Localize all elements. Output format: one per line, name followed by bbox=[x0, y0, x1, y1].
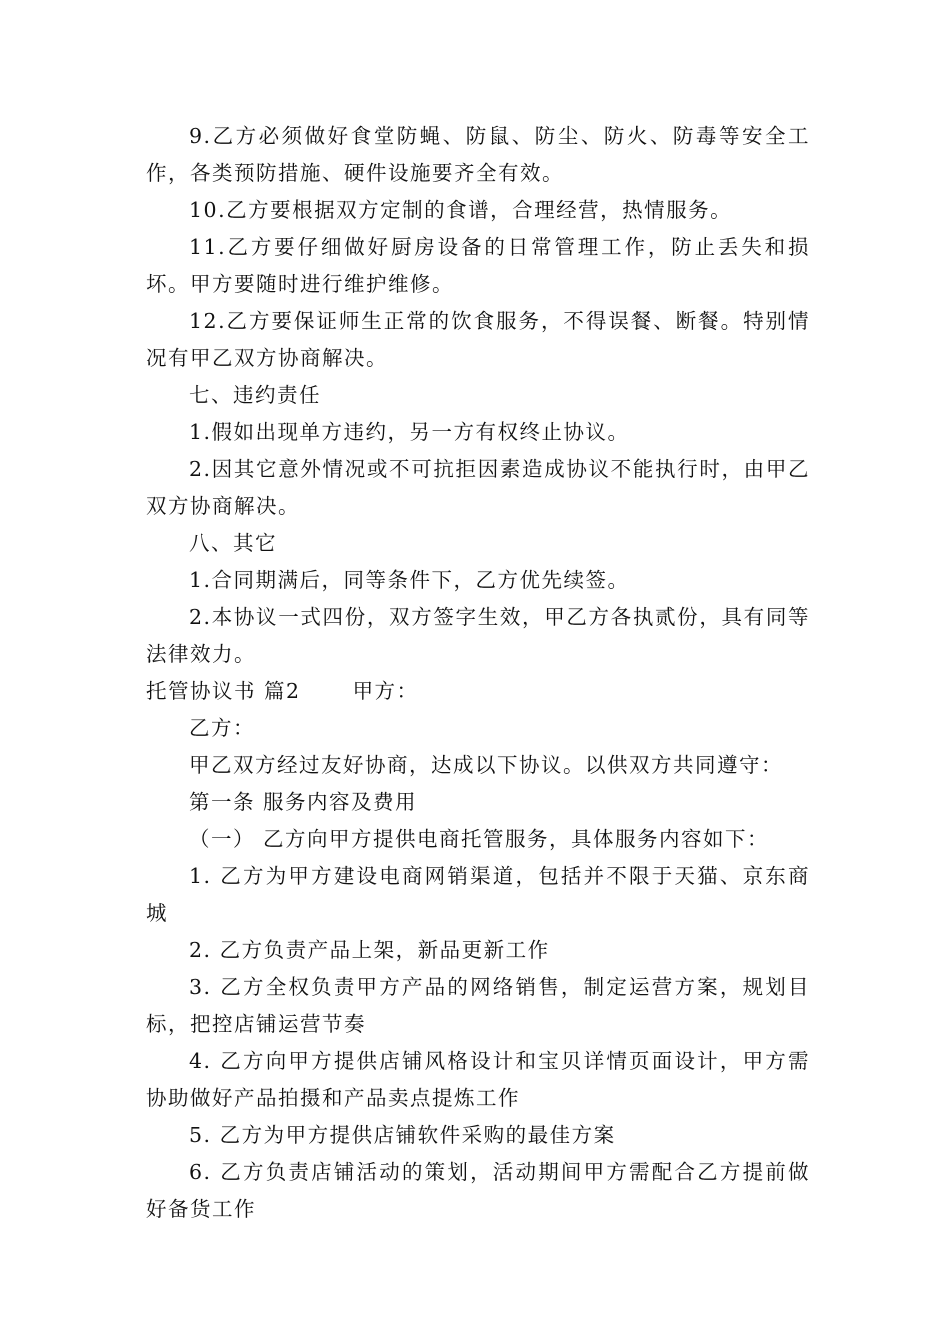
paragraph: 1. 乙方为甲方建设电商网销渠道，包括并不限于天猫、京东商城 bbox=[146, 864, 810, 925]
paragraph: 3. 乙方全权负责甲方产品的网络销售，制定运营方案，规划目标，把控店铺运营节奏 bbox=[146, 975, 810, 1036]
party-a-label: 甲方： bbox=[352, 679, 419, 703]
paragraph: 七、违约责任 bbox=[189, 383, 321, 407]
paragraph: 2. 乙方负责产品上架，新品更新工作 bbox=[189, 938, 550, 962]
clause-list-part2 bbox=[146, 710, 810, 1228]
document-body bbox=[146, 118, 810, 1228]
paragraph: 甲乙双方经过友好协商，达成以下协议。以供双方共同遵守： bbox=[189, 753, 783, 777]
paragraph: 6. 乙方负责店铺活动的策划，活动期间甲方需配合乙方提前做好备货工作 bbox=[146, 1160, 810, 1221]
clause-list-part1 bbox=[146, 118, 810, 673]
paragraph: 11.乙方要仔细做好厨房设备的日常管理工作，防止丢失和损坏。甲方要随时进行维护维修。 bbox=[146, 235, 810, 296]
section-title: 托管协议书 篇2 bbox=[146, 679, 301, 703]
paragraph: 2.本协议一式四份，双方签字生效，甲乙方各执贰份，具有同等法律效力。 bbox=[146, 605, 810, 666]
paragraph: 1.假如出现单方违约，另一方有权终止协议。 bbox=[189, 420, 630, 444]
paragraph: 4. 乙方向甲方提供店铺风格设计和宝贝详情页面设计，甲方需协助做好产品拍摄和产品卖点提炼工作 bbox=[146, 1049, 810, 1110]
paragraph: 乙方： bbox=[189, 716, 255, 740]
paragraph: 12.乙方要保证师生正常的饮食服务，不得误餐、断餐。特别情况有甲乙双方协商解决。 bbox=[146, 309, 810, 370]
paragraph: 八、其它 bbox=[189, 531, 277, 555]
paragraph: 1.合同期满后，同等条件下，乙方优先续签。 bbox=[189, 568, 630, 592]
paragraph: （一） 乙方向甲方提供电商托管服务，具体服务内容如下： bbox=[189, 827, 770, 851]
paragraph: 10.乙方要根据双方定制的食谱，合理经营，热情服务。 bbox=[189, 198, 733, 222]
paragraph: 第一条 服务内容及费用 bbox=[189, 790, 418, 814]
paragraph: 5. 乙方为甲方提供店铺软件采购的最佳方案 bbox=[189, 1123, 616, 1147]
paragraph: 2.因其它意外情况或不可抗拒因素造成协议不能执行时，由甲乙双方协商解决。 bbox=[146, 457, 810, 518]
section-heading bbox=[146, 673, 810, 710]
paragraph: 9.乙方必须做好食堂防蝇、防鼠、防尘、防火、防毒等安全工作，各类预防措施、硬件设施要齐全有效。 bbox=[146, 124, 810, 185]
